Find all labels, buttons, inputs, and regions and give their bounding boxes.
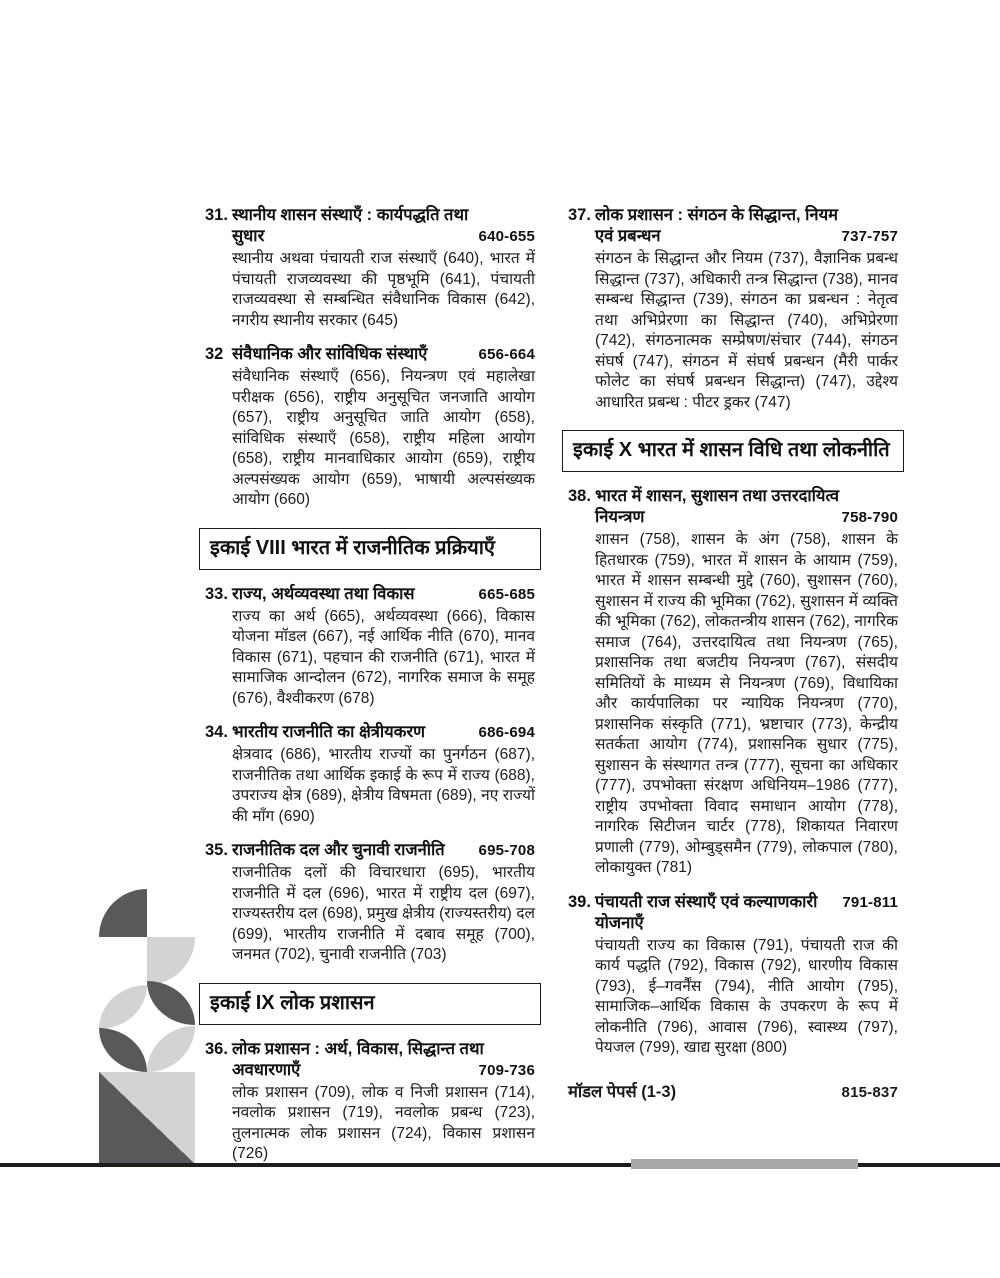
entry-heading <box>205 584 535 605</box>
entry-title-line2 <box>595 892 898 934</box>
toc-column-left <box>205 205 535 1178</box>
entry-title: सुधार <box>232 227 265 245</box>
entry-number: 31. <box>205 206 228 224</box>
toc-entry <box>568 205 898 413</box>
entry-number: 37. <box>568 206 591 224</box>
entry-title-line2 <box>232 226 535 247</box>
entry-topics: राजनीतिक दलों की विचारधारा (695), भारतीय राजनीति में दल (696), भारत में राष्ट्रीय दल (697), राज्यस्तरीय दल (698), प्रमुख क्षेत्रीय (राज्यस्तरीय) दल (699), भारतीय राजनीति में दबाव समूह (700), जनमत (702), चुनावी राजनीति (703) <box>232 864 535 963</box>
toc-entry <box>568 486 898 879</box>
entry-title-block <box>232 1039 535 1081</box>
entry-heading <box>205 722 535 743</box>
toc-column-right <box>568 205 898 1102</box>
page-range: 665-685 <box>478 585 535 603</box>
toc-entry <box>568 892 898 1059</box>
entry-heading <box>205 344 535 365</box>
entry-heading <box>205 1039 535 1081</box>
entry-heading <box>568 205 898 247</box>
toc-entry <box>205 840 535 966</box>
quarter-circle-light-shape <box>147 937 195 985</box>
entry-title: राज्य, अर्थव्यवस्था तथा विकास <box>232 584 415 603</box>
entry-title-line2 <box>595 226 898 247</box>
entry-title-line1: लोक प्रशासन : संगठन के सिद्धान्त, नियम <box>595 206 839 224</box>
entry-title-line2 <box>232 344 535 365</box>
unit-header: इकाई X भारत में शासन विधि तथा लोकनीति <box>562 430 904 472</box>
entry-topics: लोक प्रशासन (709), लोक व निजी प्रशासन (714), नवलोक प्रशासन (719), नवलोक प्रबन्ध (723), तुलनात्मक लोक प्रशासन (724), विकास प्रशासन (726) <box>232 1083 535 1162</box>
entry-title-line2 <box>232 1060 535 1081</box>
entry-title: राजनीतिक दल और चुनावी राजनीति <box>232 841 445 859</box>
entry-title: अवधारणाएँ <box>232 1060 301 1079</box>
page-range: 815-837 <box>841 1083 898 1101</box>
entry-title-block <box>232 722 535 743</box>
entry-number: 32 <box>205 345 224 363</box>
entry-topics: पंचायती राज्य का विकास (791), पंचायती राज की कार्य पद्धति (792), विकास (792), धारणीय विकास (793), ई–गवर्नैंस (794), नीति आयोग (795), सामाजिक–आर्थिक विकास के उपकरण के रूप में लोकनीति (796), आवास (796), स्वास्थ्य (797), पेयजल (799), खाद्य सुरक्षा (800) <box>595 936 898 1056</box>
footer-gray-bar <box>631 1159 858 1169</box>
entry-title: भारतीय राजनीति का क्षेत्रीयकरण <box>232 723 426 741</box>
entry-number: 34. <box>205 723 228 741</box>
entry-number: 39. <box>568 892 591 911</box>
entry-title-block <box>232 205 535 247</box>
page-range: 686-694 <box>478 724 535 741</box>
leaf-dark-shape <box>99 1028 147 1072</box>
page-range: 758-790 <box>841 509 898 526</box>
unit-header: इकाई IX लोक प्रशासन <box>199 983 541 1025</box>
toc-entry <box>205 584 535 710</box>
page-range: 695-708 <box>478 842 535 859</box>
entry-number: 38. <box>568 487 591 505</box>
toc-entry <box>205 344 535 511</box>
entry-topics: संगठन के सिद्धान्त और नियम (737), वैज्ञानिक प्रबन्ध सिद्धान्त (737), अधिकारी तन्त्र सिद्धान्त (738), मानव सम्बन्ध सिद्धान्त (739), संगठन का प्रबन्धन : नेतृत्व तथा अभिप्रेरणा का सिद्धान्त (740), अभिप्रेरणा (742), संगठनात्मक सम्प्रेषण/संचार (744), संगठन संघर्ष (747), संगठन में संघर्ष प्रबन्धन (मैरी पार्कर फोलेट का संघर्ष प्रबन्धन सिद्धान्त) (747), उद्देश्य आधारित प्रबन्ध : पीटर ड्रकर (747) <box>595 250 898 411</box>
entry-title-line1: स्थानीय शासन संस्थाएँ : कार्यपद्धति तथा <box>232 206 469 224</box>
page-range: 709-736 <box>478 1061 535 1079</box>
entry-topics: राज्य का अर्थ (665), अर्थव्यवस्था (666), विकास योजना मॉडल (667), नई आर्थिक नीति (670), मानव विकास (671), पहचान की राजनीति (671), भारत में सामाजिक आन्दोलन (672), नागरिक समाज के समूह (676), वैश्वीकरण (678) <box>232 607 535 707</box>
model-papers-row <box>568 1079 898 1102</box>
entry-title-line1: भारत में शासन, सुशासन तथा उत्तरदायित्व <box>595 487 840 505</box>
toc-entry <box>205 205 535 331</box>
entry-title-block <box>232 840 535 861</box>
unit-header: इकाई VIII भारत में राजनीतिक प्रक्रियाएँ <box>199 528 541 570</box>
entry-number: 36. <box>205 1039 228 1058</box>
entry-title-line2 <box>232 840 535 861</box>
page-range: 656-664 <box>478 346 535 363</box>
leaf-light-shape <box>147 1026 195 1072</box>
entry-number: 35. <box>205 841 228 859</box>
entry-title-block <box>232 584 535 605</box>
page-range: 737-757 <box>841 228 898 245</box>
entry-heading <box>568 486 898 528</box>
entry-title-line1: लोक प्रशासन : अर्थ, विकास, सिद्धान्त तथा <box>232 1039 484 1058</box>
entry-title-block <box>232 344 535 365</box>
entry-title: पंचायती राज संस्थाएँ एवं कल्याणकारी योजनाएँ <box>595 892 818 932</box>
quarter-circle-dark-shape <box>99 889 147 937</box>
entry-topics: स्थानीय अथवा पंचायती राज संस्थाएँ (640), भारत में पंचायती राजव्यवस्था की पृष्ठभूमि (641), पंचायती राजव्यवस्था से सम्बन्धित संवैधानिक विकास (642), नगरीय स्थानीय सरकार (645) <box>232 250 535 329</box>
entry-heading <box>568 892 898 934</box>
toc-entry <box>205 722 535 827</box>
entry-title-line2 <box>595 507 898 528</box>
entry-topics: क्षेत्रवाद (686), भारतीय राज्यों का पुनर्गठन (687), राजनीतिक तथा आर्थिक इकाई के रूप में राज्य (688), उपराज्य क्षेत्र (689), क्षेत्रीय विषमता (689), नए राज्यों की माँग (690) <box>232 746 535 825</box>
entry-topics: शासन (758), शासन के अंग (758), शासन के हितधारक (759), भारत में शासन के आयाम (759), भारत में शासन सम्बन्धी मुद्दे (760), सुशासन (760), सुशासन में राज्य की भूमिका (762), सुशासन में व्यक्ति की भूमिका (762), लोकतन्त्रीय शासन (762), नागरिक समाज (764), उत्तरदायित्व तथा नियन्त्रण (765), प्रशासनिक तथा बजटीय नियन्त्रण (767), संसदीय समितियों के माध्यम से नियन्त्रण (769), विधायिका और कार्यपालिका पर न्यायिक नियन्त्रण (770), प्रशासनिक संस्कृति (771), भ्रष्टाचार (773), केन्द्रीय सतर्कता आयोग (774), प्रशासनिक सुधार (775), सुशासन के संस्थागत तन्त्र (777), सूचना का अधिकार (777), उपभोक्ता संरक्षण अधिनियम–1986 (777), राष्ट्रीय उपभोक्ता विवाद समाधान आयोग (778), नागरिक सिटीजन चार्टर (778), शिकायत निवारण प्रणाली (779), ओम्बुड्समैन (779), लोकपाल (780), लोकायुक्त (781) <box>595 531 898 876</box>
entry-title: एवं प्रबन्धन <box>595 227 661 245</box>
page-range: 791-811 <box>842 893 898 911</box>
entry-title-block <box>595 205 898 247</box>
model-papers-label: मॉडल पेपर्स (1-3) <box>568 1082 677 1101</box>
entry-number: 33. <box>205 584 228 603</box>
page-range: 640-655 <box>478 228 535 245</box>
entry-title-line2 <box>232 584 535 605</box>
entry-title-block <box>595 486 898 528</box>
entry-heading <box>205 840 535 861</box>
leaf-light-shape <box>99 985 147 1029</box>
entry-title-line2 <box>232 722 535 743</box>
entry-title-block <box>595 892 898 934</box>
toc-entry <box>205 1039 535 1165</box>
diagonal-square-shape <box>99 1072 195 1164</box>
entry-heading <box>205 205 535 247</box>
entry-title: संवैधानिक और सांविधिक संस्थाएँ <box>232 345 428 363</box>
entry-title: नियन्त्रण <box>595 508 645 526</box>
leaf-dark-shape <box>147 981 195 1025</box>
entry-topics: संवैधानिक संस्थाएँ (656), नियन्त्रण एवं महालेखा परीक्षक (656), राष्ट्रीय अनुसूचित जनजाति आयोग (657), राष्ट्रीय अनुसूचित जाति आयोग (658), सांविधिक संस्थाएँ (658), राष्ट्रीय महिला आयोग (658), राष्ट्रीय मानवाधिकार आयोग (659), राष्ट्रीय अल्पसंख्यक आयोग (659), भाषायी अल्पसंख्यक आयोग (660) <box>232 368 535 508</box>
